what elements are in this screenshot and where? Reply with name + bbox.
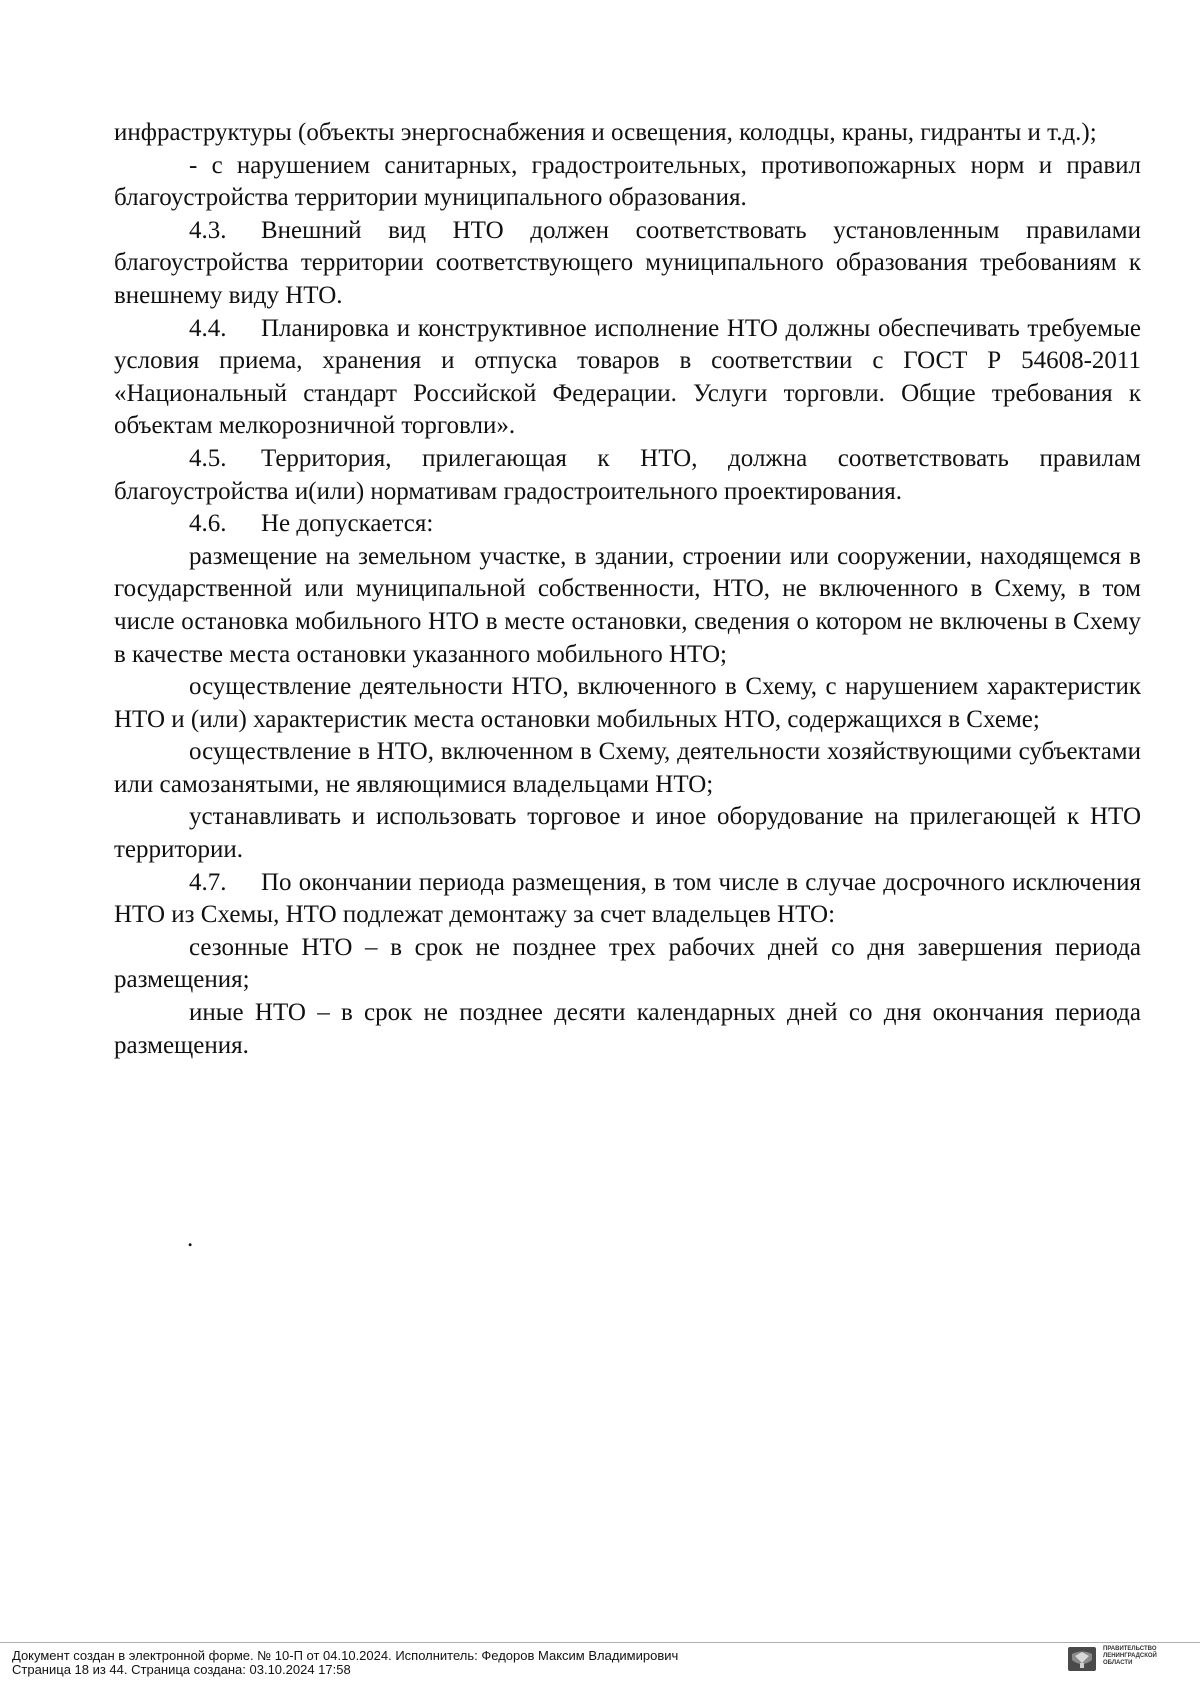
paragraph-4-5 — [114, 443, 1141, 508]
paragraph-text: инфраструктуры (объекты энергоснабжения и освещения, колодцы, краны, гидранты и т.д.); — [114, 119, 1097, 146]
paragraph — [114, 997, 1141, 1062]
paragraph-text: осуществление в НТО, включенном в Схему, деятельности хозяйствующими субъектами или самозанятыми, не являющимися владельцами НТО; — [114, 738, 1141, 798]
clause-number: 4.4. — [189, 314, 227, 342]
paragraph-text: сезонные НТО – в срок не позднее трех рабочих дней со дня завершения периода размещения; — [114, 933, 1141, 994]
government-logo — [1067, 1646, 1163, 1672]
paragraph-text: осуществление деятельности НТО, включенного в Схему, с нарушением характеристик НТО и (или) характеристик места остановки мобильных НТО, содержащихся в Схеме; — [114, 673, 1141, 733]
coat-of-arms-icon — [1067, 1646, 1097, 1672]
paragraph-text: Внешний вид НТО должен соответствовать установленным правилами благоустройства территории соответствующего муниципального образования требованиям к внешнему виду НТО. — [114, 216, 1141, 309]
paragraph-text: Не допускается: — [261, 510, 434, 538]
paragraph-text: иные НТО – в срок не позднее десяти календарных дней со дня окончания периода размещения. — [114, 999, 1141, 1059]
paragraph-text: Планировка и конструктивное исполнение НТО должны обеспечивать требуемые условия приема, хранения и отпуска товаров в соответствии с ГОСТ Р 54608-2011 «Национальный стандарт Российской Федерации. Услуги торговли. Общие требования к объектам мелкорозничной торговли». — [114, 314, 1141, 440]
paragraph — [114, 736, 1141, 801]
paragraph — [114, 541, 1141, 671]
footer-divider — [0, 1642, 1200, 1643]
paragraph-text: устанавливать и использовать торговое и иное оборудование на прилегающей к НТО территории. — [114, 803, 1141, 864]
paragraph-4-7 — [114, 867, 1141, 932]
paragraph-4-6 — [114, 508, 1141, 541]
logo-text: ПРАВИТЕЛЬСТВО ЛЕНИНГРАДСКОЙ ОБЛАСТИ — [1103, 1646, 1157, 1666]
clause-number: 4.6. — [189, 510, 227, 538]
paragraph — [114, 150, 1141, 215]
paragraph-4-3 — [114, 215, 1141, 313]
footer-line-2: Страница 18 из 44. Страница создана: 03.10.2024 17:58 — [12, 1662, 351, 1677]
paragraph-text: - с нарушением санитарных, градостроительных, противопожарных норм и правил благоустройства территории муниципального образования. — [114, 151, 1141, 212]
clause-number: 4.3. — [189, 216, 227, 244]
paragraph-text: размещение на земельном участке, в здании, строении или сооружении, находящемся в государственной или муниципальной собственности, НТО, не включенного в Схему, в том числе остановка мобильного НТО в месте остановки, сведения о котором не включены в Схему в качестве места остановки указанного мобильного НТО; — [114, 542, 1141, 668]
footer-line-1: Документ создан в электронной форме. № 10-П от 04.10.2024. Исполнитель: Федоров Максим Владимирович — [12, 1648, 679, 1663]
footer-info — [12, 1649, 678, 1677]
paragraph — [114, 117, 1141, 150]
paragraph — [114, 801, 1141, 866]
document-body — [114, 117, 1141, 1062]
paragraph-4-4 — [114, 313, 1141, 443]
stray-mark: . — [187, 1225, 194, 1252]
clause-number: 4.7. — [189, 868, 227, 896]
clause-number: 4.5. — [189, 444, 227, 472]
paragraph-text: Территория, прилегающая к НТО, должна соответствовать правилам благоустройства и(или) нормативам градостроительного проектирования. — [114, 444, 1141, 505]
paragraph-text: По окончании периода размещения, в том числе в случае досрочного исключения НТО из Схемы, НТО подлежат демонтажу за счет владельцев НТО: — [114, 868, 1141, 929]
paragraph — [114, 671, 1141, 736]
paragraph — [114, 932, 1141, 997]
